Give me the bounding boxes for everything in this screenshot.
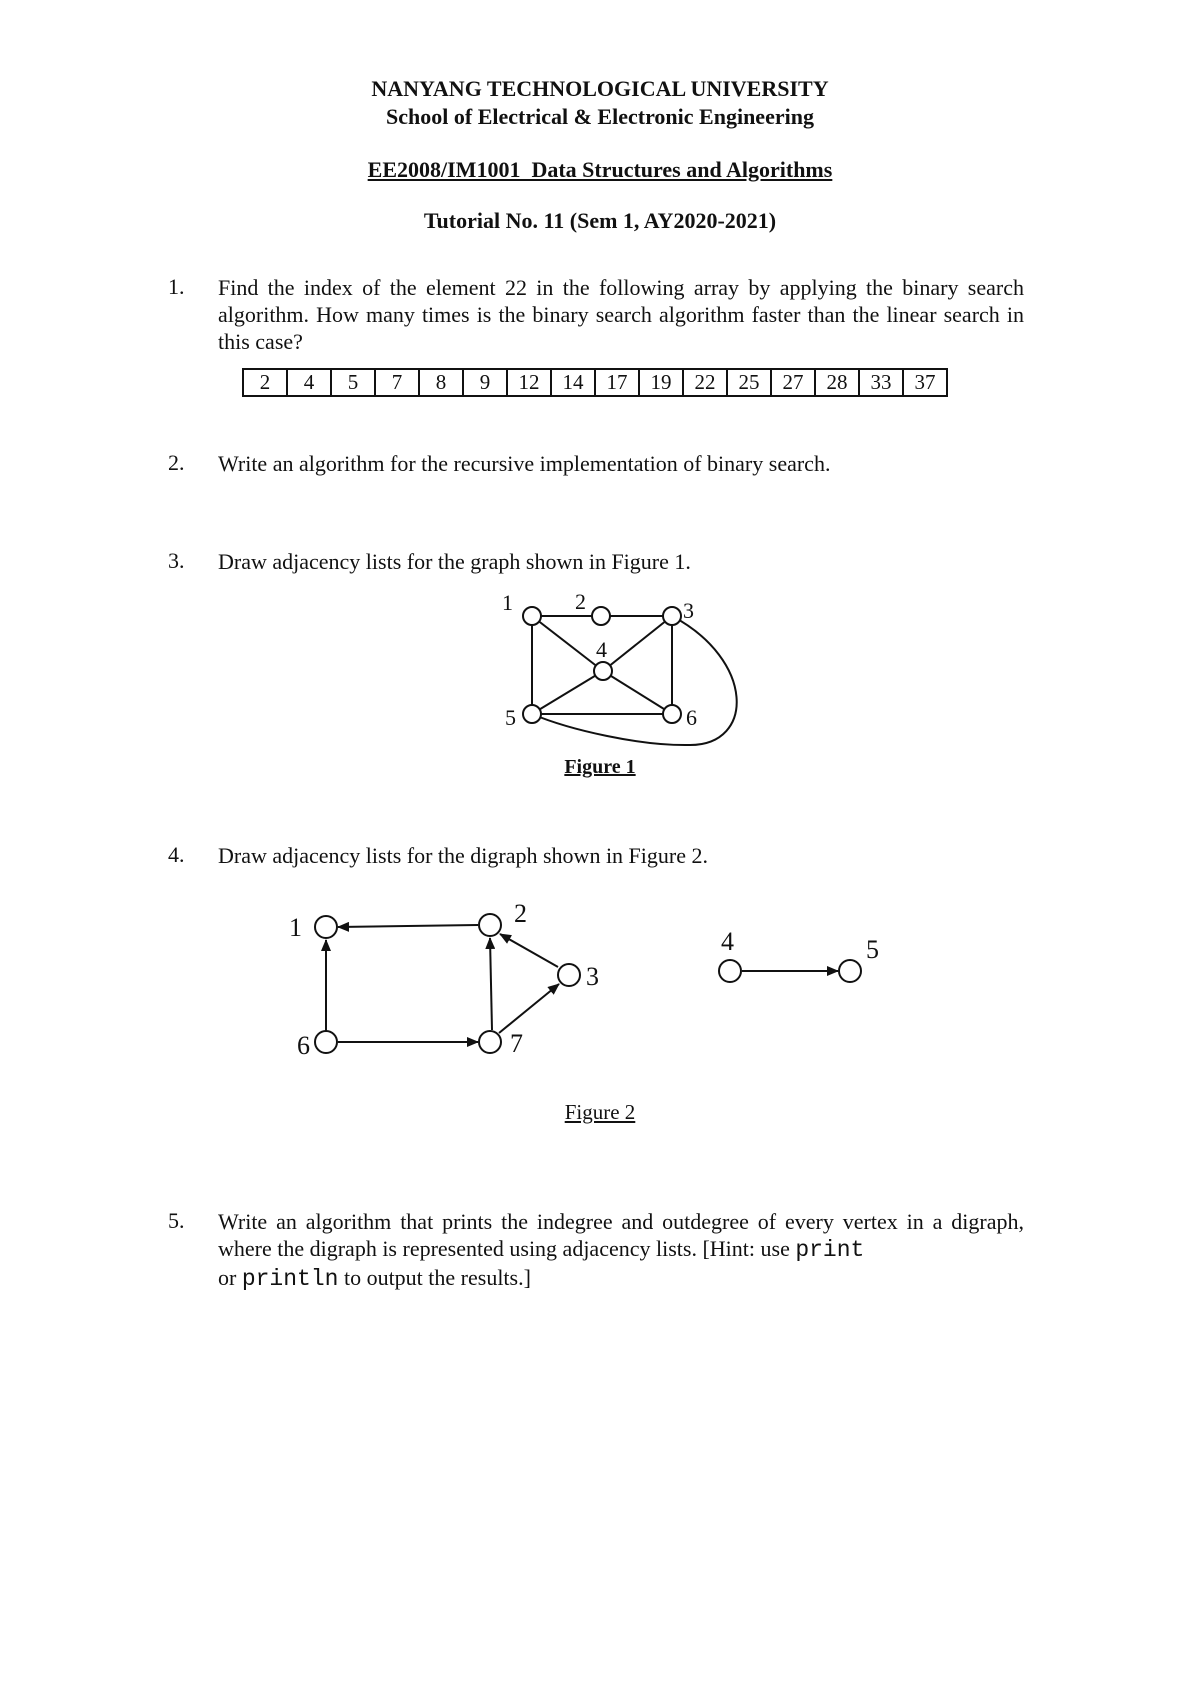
digraph-vertex <box>839 960 861 982</box>
question-5-number: 5. <box>168 1208 185 1233</box>
question-5-text <box>218 1208 1024 1293</box>
array-cell: 5 <box>331 369 375 396</box>
arc-7-2 <box>490 938 492 1030</box>
array-cell: 14 <box>551 369 595 396</box>
digraph-vertex <box>479 914 501 936</box>
question-4-number: 4. <box>168 842 185 867</box>
vertex-label: 3 <box>683 598 694 623</box>
vertex-label: 5 <box>505 705 516 730</box>
array-cell: 9 <box>463 369 507 396</box>
array-cell: 37 <box>903 369 947 396</box>
school-title: School of Electrical & Electronic Engineering <box>386 104 814 129</box>
array-cell: 12 <box>507 369 551 396</box>
array-cell: 28 <box>815 369 859 396</box>
figure-2-caption-row <box>0 1100 1200 1125</box>
arc-3-2 <box>500 934 558 967</box>
vertex-label: 6 <box>686 705 697 730</box>
vertex-label: 7 <box>510 1029 523 1058</box>
vertex-label: 6 <box>297 1031 310 1060</box>
array-cell: 33 <box>859 369 903 396</box>
array-cell: 17 <box>595 369 639 396</box>
question-5-text-or: or <box>218 1265 237 1290</box>
question-3-text: Draw adjacency lists for the graph shown in Figure 1. <box>218 549 691 574</box>
arc-2-1 <box>338 925 478 927</box>
figure-2-caption: Figure 2 <box>564 1100 636 1124</box>
digraph-vertex <box>315 916 337 938</box>
arc-7-3 <box>499 984 559 1033</box>
array-cell: 19 <box>639 369 683 396</box>
array-cell: 8 <box>419 369 463 396</box>
question-4-text: Draw adjacency lists for the digraph shown in Figure 2. <box>218 843 708 868</box>
vertex-label: 5 <box>866 935 879 964</box>
question-5-text-c: to output the results.] <box>338 1265 531 1290</box>
question-2-text: Write an algorithm for the recursive implementation of binary search. <box>218 451 831 476</box>
question-1-text: Find the index of the element 22 in the following array by applying the binary search algorithm. How many times is the binary search algorithm faster than the linear search in this case? <box>218 275 1024 354</box>
vertex-label: 1 <box>289 913 302 942</box>
digraph-vertex <box>558 964 580 986</box>
question-1-number: 1. <box>168 274 185 299</box>
figure-1-caption: Figure 1 <box>564 756 636 778</box>
vertex-label: 2 <box>575 589 586 614</box>
vertex-label: 3 <box>586 962 599 991</box>
array-cell: 4 <box>287 369 331 396</box>
array-cell: 7 <box>375 369 419 396</box>
vertex-label: 2 <box>514 899 527 928</box>
vertex-label: 4 <box>596 637 607 662</box>
array-cell: 27 <box>771 369 815 396</box>
digraph-vertex <box>315 1031 337 1053</box>
array-cell: 25 <box>727 369 771 396</box>
question-2-number: 2. <box>168 450 185 475</box>
vertex-label: 1 <box>502 590 513 615</box>
tutorial-title: Tutorial No. 11 (Sem 1, AY2020-2021) <box>423 208 777 233</box>
array-cell: 2 <box>243 369 287 396</box>
digraph-vertex <box>719 960 741 982</box>
question-3-number: 3. <box>168 548 185 573</box>
question-5-text-a: Write an algorithm that prints the indegree and outdegree of every vertex in a digraph, where the digraph is represented using adjacency lists. [Hint: use <box>218 1209 1024 1261</box>
digraph-vertex <box>479 1031 501 1053</box>
vertex-label: 4 <box>721 927 734 956</box>
course-title-text: EE2008/IM1001 Data Structures and Algorithms <box>367 157 833 182</box>
university-title: NANYANG TECHNOLOGICAL UNIVERSITY <box>371 76 829 101</box>
code-print: print <box>795 1237 865 1263</box>
code-println: println <box>241 1266 339 1292</box>
array-cell: 22 <box>683 369 727 396</box>
